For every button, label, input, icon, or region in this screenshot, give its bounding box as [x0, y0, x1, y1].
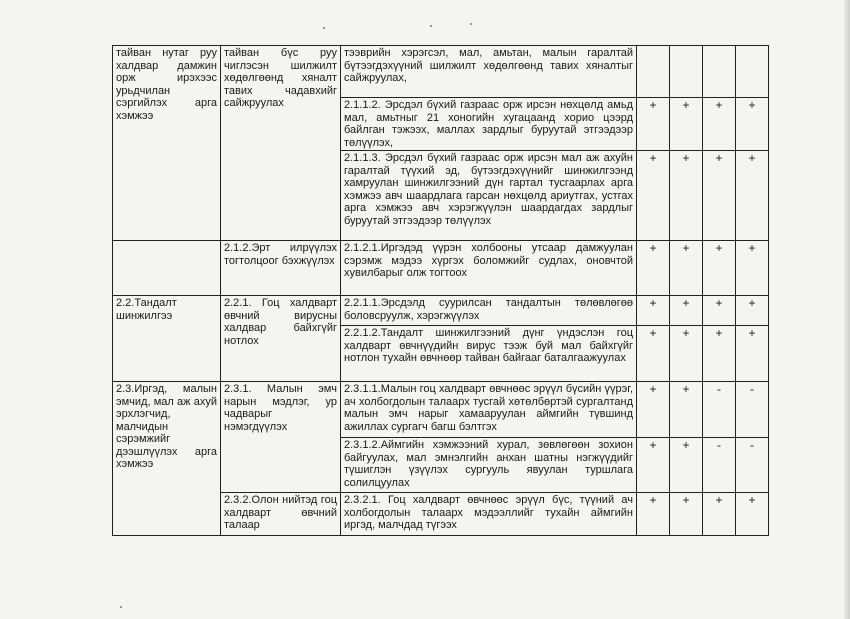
activity-cell: тээврийн хэрэгсэл, мал, амьтан, малын гаралтай бүтээгдэхүүний шилжилт хөдөлгөөнд тавих хяналтыг сайжруулах, [341, 46, 637, 98]
period-mark-2: + [670, 98, 703, 151]
period-mark-4: - [736, 438, 769, 493]
period-mark-3: + [703, 241, 736, 296]
task-cell: 2.3.2.Олон нийтэд гоц халдварт өвчний талаар [221, 493, 341, 536]
period-mark-4: + [736, 326, 769, 382]
period-mark-3 [703, 46, 736, 98]
objective-cell [113, 241, 221, 296]
period-mark-1: + [637, 326, 670, 382]
period-mark-3: + [703, 326, 736, 382]
period-mark-1: + [637, 241, 670, 296]
period-mark-3: + [703, 296, 736, 326]
period-mark-1: + [637, 438, 670, 493]
scan-speck [323, 27, 325, 29]
activity-cell: 2.3.1.1.Малын гоц халдварт өвчнөөс эрүүл бүсийн үүрэг, ач холбогдолын талаарх тусгай хөтөлбөртэй сургалтанд малын эмч нарыг хамааруулан аймгийн түвшинд ажиллах сургагч багш бэлтгэх [341, 382, 637, 438]
period-mark-4: + [736, 241, 769, 296]
activity-cell: 2.3.1.2.Аймгийн хэмжээний хурал, зөвлөгөөн зохион байгуулах, мал эмнэлгийн анхан шатны нэгжүүдийг түшиглэн үзүүлэх сургууль явуулан туршлага солилцуулах [341, 438, 637, 493]
activity-cell: 2.3.2.1. Гоц халдварт өвчнөөс эрүүл бүс, түүний ач холбогдолын талаарх мэдээллийг тухайн аймгийн иргэд, малчдад түгээх [341, 493, 637, 536]
activity-cell: 2.1.2.1.Иргэдэд үүрэн холбооны утсаар дамжуулан сэрэмж мэдээ хүргэх боломжийг судлах, оновчтой хувилбарыг олж тогтоох [341, 241, 637, 296]
period-mark-3: + [703, 493, 736, 536]
period-mark-3: - [703, 382, 736, 438]
activity-cell: 2.2.1.2.Тандалт шинжилгээний дүнг үндэслэн гоц халдварт өвчнүүдийн вирус тээж буй мал байхгүйг нотлон тухайн өвчнөөр тайван байгааг баталгаажуулах [341, 326, 637, 382]
period-mark-3: + [703, 151, 736, 241]
period-mark-2: + [670, 438, 703, 493]
period-mark-4: - [736, 382, 769, 438]
objective-cell: 2.2.Тандалт шинжилгээ [113, 296, 221, 382]
activity-cell: 2.1.1.2. Эрсдэл бүхий газраас орж ирсэн нөхцөлд амьд мал, амьтныг 21 хоногийн хугацаанд хорио цээрд байлган тэжээх, маллах зардлыг буруутай этгээдээр төлүүлэх, [341, 98, 637, 151]
period-mark-3: - [703, 438, 736, 493]
period-mark-1: + [637, 382, 670, 438]
period-mark-4 [736, 46, 769, 98]
period-mark-2 [670, 46, 703, 98]
period-mark-2: + [670, 241, 703, 296]
objective-cell: 2.3.Иргэд, малын эмчид, мал аж ахуй эрхлэгчид, малчидын сэрэмжийг дээшлүүлэх арга хэмжээ [113, 382, 221, 536]
scan-speck [120, 606, 122, 608]
scan-speck [430, 25, 432, 27]
task-cell: 2.3.1. Малын эмч нарын мэдлэг, ур чадварыг нэмэгдүүлэх [221, 382, 341, 493]
task-cell: 2.2.1. Гоц халдварт өвчний вирусны халдвар байхгүйг нотлох [221, 296, 341, 382]
activity-cell: 2.1.1.3. Эрсдэл бүхий газраас орж ирсэн мал аж ахуйн гаралтай түүхий эд, бүтээгдэхүүнийг шинжилгээнд хамруулан шинжилгээний дүн гартал тусгаарлах арга хэмжээ авч шаардлага гарсан нөхцөлд ариутгах, устгах арга хэмжээ авч хэрэгжүүлэн шаардагдах зардлыг буруутай этгээдээр төлүүлэх [341, 151, 637, 241]
period-mark-4: + [736, 151, 769, 241]
period-mark-1: + [637, 151, 670, 241]
scan-speck [470, 23, 472, 25]
period-mark-2: + [670, 493, 703, 536]
period-mark-4: + [736, 98, 769, 151]
task-cell: 2.1.2.Эрт илрүүлэх тогтолцоог бэхжүүлэх [221, 241, 341, 296]
table-row [113, 241, 769, 296]
table-row [113, 46, 769, 98]
period-mark-1 [637, 46, 670, 98]
period-mark-2: + [670, 326, 703, 382]
action-plan-table [112, 45, 769, 536]
task-cell: тайван бүс руу чиглэсэн шилжилт хөдөлгөөнд хяналт тавих чадавхийг сайжруулах [221, 46, 341, 241]
period-mark-1: + [637, 296, 670, 326]
period-mark-2: + [670, 296, 703, 326]
period-mark-3: + [703, 98, 736, 151]
table-row [113, 296, 769, 326]
period-mark-4: + [736, 296, 769, 326]
objective-cell: тайван нутаг руу халдвар дамжин орж ирэхээс урьдчилан сэргийлэх арга хэмжээ [113, 46, 221, 241]
period-mark-1: + [637, 493, 670, 536]
period-mark-2: + [670, 151, 703, 241]
table-row [113, 382, 769, 438]
activity-cell: 2.2.1.1.Эрсдэлд суурилсан тандалтын төлөвлөгөө боловсруулж, хэрэгжүүлэх [341, 296, 637, 326]
period-mark-1: + [637, 98, 670, 151]
period-mark-4: + [736, 493, 769, 536]
page-edge [844, 0, 850, 619]
period-mark-2: + [670, 382, 703, 438]
